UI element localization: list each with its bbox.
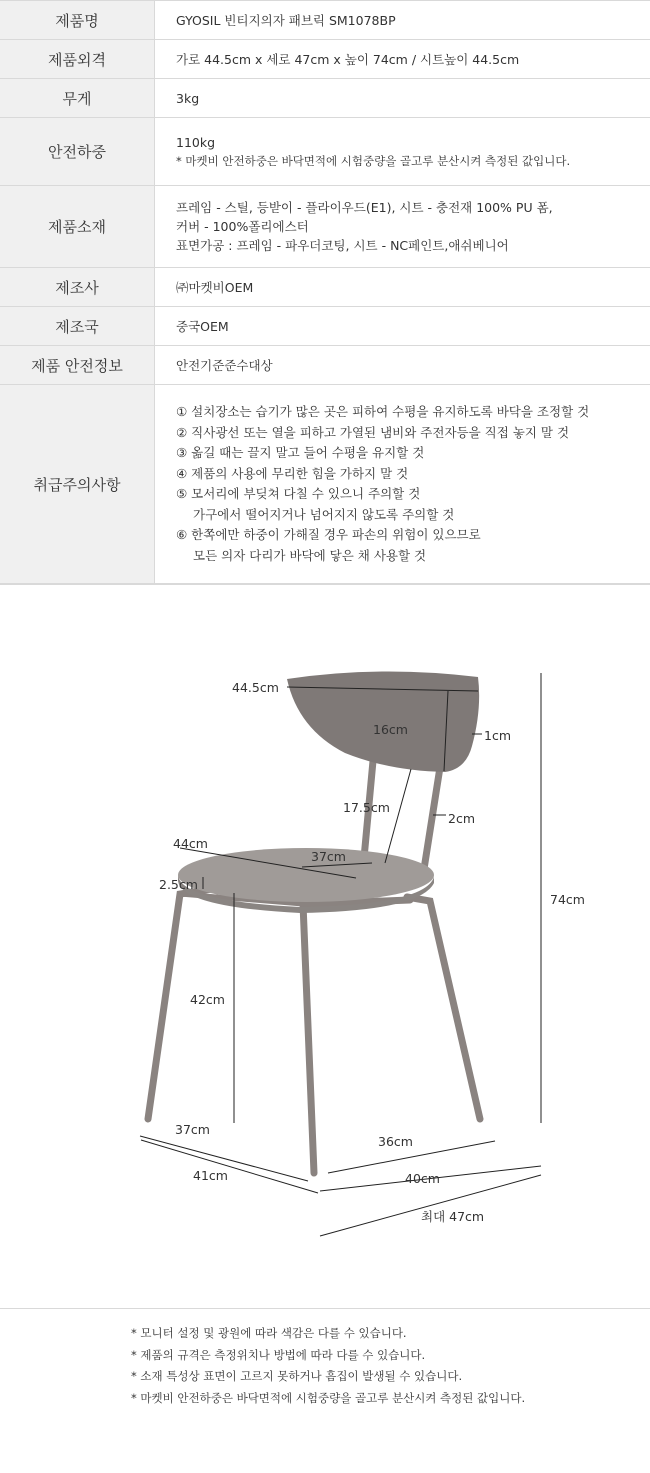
dim-frame-tube: 2cm xyxy=(448,811,476,826)
caution-line: ⑤ 모서리에 부딪쳐 다칠 수 있으니 주의할 것 xyxy=(176,486,421,501)
dim-foot-right-outer: 40cm xyxy=(405,1171,440,1186)
chair-drawing xyxy=(0,1,650,1310)
dim-seat-thickness: 2.5cm xyxy=(159,877,198,892)
spec-value-line: 110kg xyxy=(176,134,216,150)
note-line: * 제품의 규격은 측정위치나 방법에 따라 다를 수 있습니다. xyxy=(131,1347,426,1362)
back-support-line xyxy=(385,769,411,863)
spec-value-line: 커버 - 100%폴리에스터 xyxy=(176,219,309,234)
dim-total-height: 74cm xyxy=(550,892,585,907)
note-line: * 소재 특성상 표면이 고르지 못하거나 흠집이 발생될 수 있습니다. xyxy=(131,1369,463,1383)
foot-left-outer-line xyxy=(141,1140,318,1193)
chair-dimension-diagram xyxy=(0,584,650,1309)
dim-max-depth: 최대 47cm xyxy=(421,1209,485,1224)
spec-value-line: 3kg xyxy=(176,90,200,106)
notes xyxy=(131,1323,525,1409)
caution-line: ⑥ 한쪽에만 하중이 가해질 경우 파손의 위험이 있으므로 xyxy=(176,527,481,542)
spec-value-line: 가로 44.5cm x 세로 47cm x 높이 74cm / 시트높이 44.5cm xyxy=(176,51,520,67)
front-left-leg xyxy=(303,904,314,1173)
caution-line: ② 직사광선 또는 열을 피하고 가열된 냄비와 주전자등을 직접 놓지 말 것 xyxy=(176,424,570,440)
spec-label: 무게 xyxy=(0,79,155,117)
spec-label: 제품명 xyxy=(0,1,155,39)
back-right-leg xyxy=(407,897,480,1119)
spec-label: 제품외격 xyxy=(0,40,155,78)
dim-foot-left-outer: 41cm xyxy=(193,1168,228,1183)
caution-line: ③ 옮길 때는 끌지 말고 들어 수평을 유지할 것 xyxy=(176,445,425,460)
spec-label: 취급주의사항 xyxy=(0,385,155,583)
seat-cushion xyxy=(178,848,434,902)
caution-line: 가구에서 떨어지거나 넘어지지 않도록 주의할 것 xyxy=(193,506,455,522)
spec-value-line: 안전기준준수대상 xyxy=(176,357,273,373)
caution-line: 모든 의자 다리가 바닥에 닿은 채 사용할 것 xyxy=(193,547,427,563)
spec-label: 안전하중 xyxy=(0,118,155,185)
spec-label: 제조국 xyxy=(0,307,155,345)
spec-value-line: 표면가공 : 프레임 - 파우더코팅, 시트 - NC페인트,애쉬베니어 xyxy=(176,238,509,253)
dim-back-height: 16cm xyxy=(373,722,408,737)
dim-back-support: 17.5cm xyxy=(343,800,390,815)
spec-value-line: 중국OEM xyxy=(176,318,229,334)
note-line: * 모니터 설정 및 광원에 따라 색감은 다를 수 있습니다. xyxy=(131,1326,407,1340)
dim-foot-left-inner: 37cm xyxy=(175,1122,210,1137)
dimension-lines xyxy=(140,673,541,1236)
spec-label: 제품 안전정보 xyxy=(0,346,155,384)
caution-line: ① 설치장소는 습기가 많은 곳은 피하여 수평을 유지하도록 바닥을 조정할 것 xyxy=(176,404,590,419)
caution-line: ④ 제품의 사용에 무리한 힘을 가하지 말 것 xyxy=(176,465,409,481)
dim-back-thickness: 1cm xyxy=(484,728,512,743)
spec-value-line: ㈜마켓비OEM xyxy=(176,279,254,295)
note-line: * 마켓비 안전하중은 바닥면적에 시험중량을 골고루 분산시켜 측정된 값입니다. xyxy=(131,1390,526,1405)
dim-seat-height: 42cm xyxy=(190,992,225,1007)
spec-value-line: * 마켓비 안전하중은 바닥면적에 시험중량을 골고루 분산시켜 측정된 값입니다. xyxy=(176,153,571,168)
dim-foot-right-inner: 36cm xyxy=(378,1134,413,1149)
dim-back-width: 44.5cm xyxy=(232,680,279,695)
dim-seat-width: 37cm xyxy=(311,849,346,864)
dim-seat-depth: 44cm xyxy=(173,836,208,851)
spec-label: 제조사 xyxy=(0,268,155,306)
spec-value-line: 프레임 - 스틸, 등받이 - 플라이우드(E1), 시트 - 충전재 100% PU 폼, xyxy=(176,200,553,215)
spec-label: 제품소재 xyxy=(0,186,155,267)
spec-value-line: GYOSIL 빈티지의자 패브릭 SM1078BP xyxy=(176,12,396,28)
